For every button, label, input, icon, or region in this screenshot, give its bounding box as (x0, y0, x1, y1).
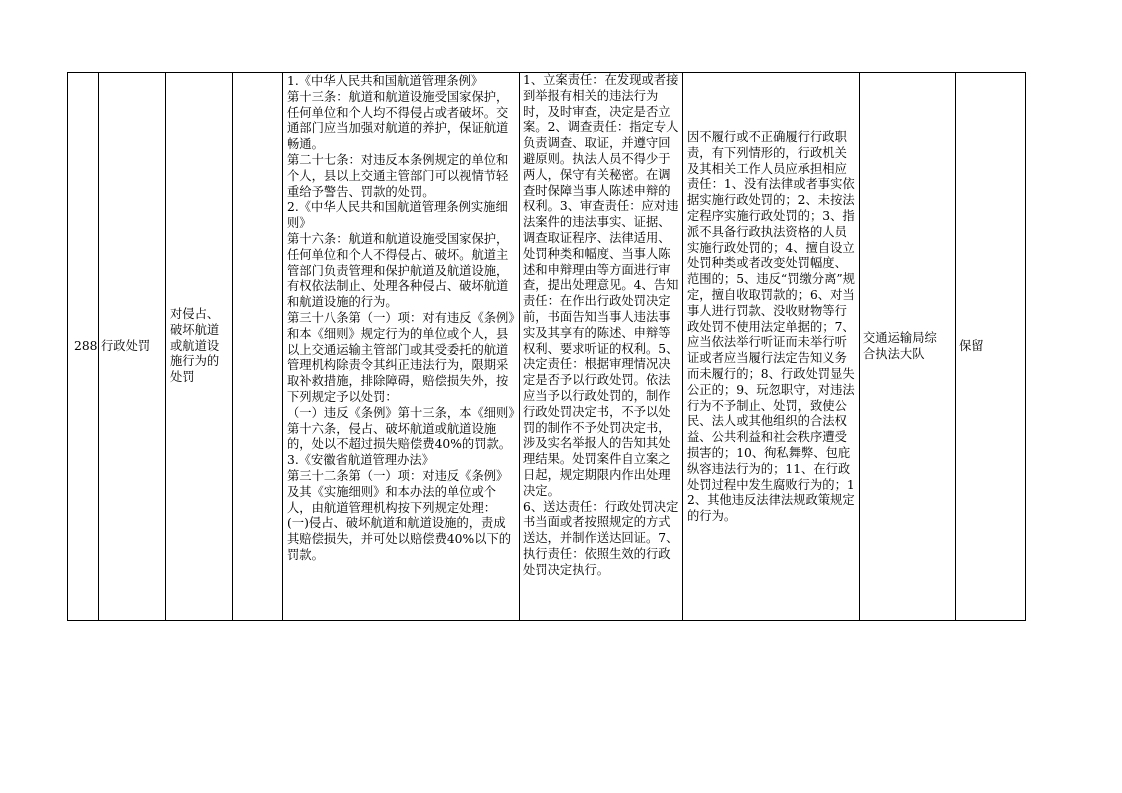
sub-item-cell (232, 73, 283, 620)
retention-status: 保留 (959, 338, 984, 353)
liability-cell (683, 73, 860, 620)
status-cell (956, 73, 1025, 620)
power-category: 行政处罚 (101, 338, 151, 353)
power-list-table (67, 72, 1026, 621)
legal-basis-text: 1.《中华人民共和国航道管理条例》 第十三条：航道和航道设施受国家保护，任何单位和个人均不得侵占或者破坏。交通部门应当加强对航道的养护，保证航道畅通。 第二十七条：对违反本条例规定的单位和个人，县以上交通主管部门可以视情节轻重给予警告、罚款的处罚。 2.《中华人民共和国航道管理条例实施细则》 第十六条：航道和航道设施受国家保护，任何单位和个人不得侵占、破坏。航道主管部门负责管理和保护航道及航道设施，有权依法制止、处理各种侵占、破坏航道和航道设施的行为。 第三十八条第（一）项：对有违反《条例》和本《细则》规定行为的单位或个人，县以上交通运输主管部门或其受委托的航道管理机构除责令其纠正违法行为，限期采取补救措施，排除障碍，赔偿损失外，按下列规定予以处罚： （一）违反《条例》第十三条，本《细则》第十六条，侵占、破坏航道或航道设施的，处以不超过损失赔偿费40%的罚款。 3.《安徽省航道管理办法》 第三十二条第（一）项：对违反《条例》及其《实施细则》和本办法的单位或个人，由航道管理机构按下列规定处理：(一)侵占、破坏航道和航道设施的，责成其赔偿损失，并可处以赔偿费40%以下的罚款。 (287, 74, 515, 562)
row-number-cell (68, 73, 98, 620)
duties-text: 1、立案责任：在发现或者接到举报有相关的违法行为时，及时审查，决定是否立案。2、调查责任：指定专人负责调查、取证，并遵守回避原则。执法人员不得少于两人，保守有关秘密。在调查时保障当事人陈述申辩的权利。3、审查责任：应对违法案件的违法事实、证据、调查取证程序、法律适用、处罚种类和幅度、当事人陈述和申辩理由等方面进行审查，提出处理意见。4、告知责任：在作出行政处罚决定前，书面告知当事人违法事实及其享有的陈述、申辩等权利、要求听证的权利。5、决定责任：根据审理情况决定是否予以行政处罚。依法应当予以行政处罚的，制作行政处罚决定书，不予以处罚的制作不予处罚决定书，涉及实名举报人的告知其处理结果。处罚案件自立案之日起，规定期限内作出处理决定。 6、送达责任：行政处罚决定书当面或者按照规定的方式送达，并制作送达回证。7、执行责任：依照生效的行政处罚决定执行。 (523, 73, 679, 577)
responsible-department: 交通运输局综 合执法大队 (863, 330, 937, 361)
power-item-name: 对侵占、 破坏航道 或航道设 施行为的 处罚 (170, 307, 220, 385)
department-cell (860, 73, 956, 620)
row-number: 288 (74, 338, 98, 353)
liability-text: 因不履行或不正确履行行政职责，有下列情形的，行政机关及其相关工作人员应承担相应责任：1、没有法律或者事实依据实施行政处罚的；2、未按法定程序实施行政处罚的；3、指派不具备行政执法资格的人员实施行政处罚的；4、擅自设立处罚种类或者改变处罚幅度、范围的；5、违反“罚缴分离”规定，擅自收取罚款的；6、对当事人进行罚款、没收财物等行政处罚不使用法定单据的；7、应当依法举行听证而未举行听证或者应当履行法定告知义务而未履行的；8、行政处罚显失公正的；9、玩忽职守，对违法行为不予制止、处罚，致使公民、法人或其他组织的合法权益、公共利益和社会秩序遭受损害的；10、徇私舞弊、包庇纵容违法行为的；11、在行政处罚过程中发生腐败行为的；12、其他违反法律法规政策规定的行为。 (687, 130, 855, 524)
category-cell (98, 73, 165, 620)
legal-basis-cell (283, 73, 520, 620)
item-name-cell (166, 73, 232, 620)
duties-cell (520, 73, 683, 620)
